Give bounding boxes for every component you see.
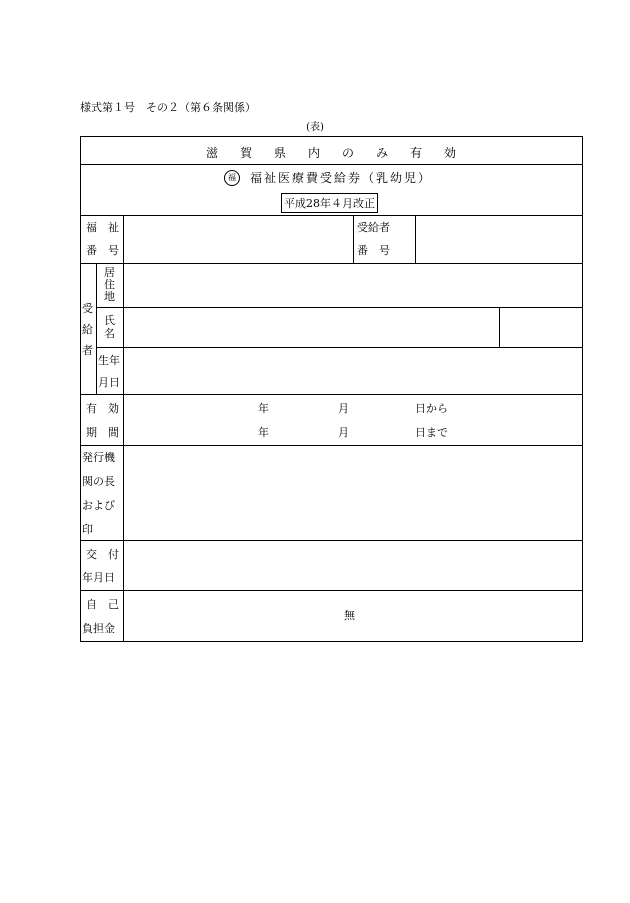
- issued-date-field[interactable]: [124, 541, 582, 590]
- name-label-1: 氏: [104, 314, 115, 327]
- recipient-number-field[interactable]: [416, 216, 582, 263]
- copay-value: 無: [344, 609, 355, 622]
- recipient-label-1: 受: [82, 302, 93, 315]
- form-number-label: 様式第１号 その２（第６条関係）: [80, 101, 256, 114]
- welfare-number-label-1: 福 祉: [86, 221, 119, 234]
- issued-date-label-2: 年月日: [82, 571, 115, 584]
- residence-label-2: 住: [104, 278, 115, 291]
- validity-from-year: 年: [258, 402, 269, 415]
- validity-label-1: 有 効: [86, 402, 119, 415]
- recipient-label-3: 者: [82, 344, 93, 357]
- name-field[interactable]: [124, 308, 499, 347]
- copay-label-2: 負担金: [82, 622, 115, 635]
- issuer-label-2: 関の長: [82, 475, 115, 488]
- issuer-field[interactable]: [124, 446, 582, 540]
- validity-region-title: 滋 賀 県 内 の み 有 効: [205, 146, 457, 160]
- recipient-number-label-2: 番 号: [357, 244, 390, 257]
- revision-label: 平成28年４月改正: [281, 193, 378, 213]
- birth-date-field[interactable]: [124, 348, 582, 394]
- residence-label-3: 地: [104, 290, 115, 303]
- welfare-number-label-2: 番 号: [86, 244, 119, 257]
- recipient-number-label-1: 受給者: [357, 221, 390, 234]
- issued-date-label-1: 交 付: [86, 548, 119, 561]
- validity-from-month: 月: [338, 402, 349, 415]
- validity-to-day: 日まで: [415, 426, 448, 439]
- birth-label-2: 月日: [98, 376, 120, 389]
- certificate-title: 福祉医療費受給券（乳幼児）: [250, 171, 433, 185]
- residence-field[interactable]: [124, 264, 582, 307]
- residence-label-1: 居: [104, 266, 115, 279]
- issuer-label-1: 発行機: [82, 451, 115, 464]
- validity-to-month: 月: [338, 426, 349, 439]
- validity-label-2: 期 間: [86, 426, 119, 439]
- front-side-label: (表): [306, 122, 324, 133]
- birth-label-1: 生年: [98, 354, 120, 367]
- gender-field[interactable]: [500, 308, 582, 347]
- validity-to-year: 年: [258, 426, 269, 439]
- copay-label-1: 自 己: [86, 598, 119, 611]
- validity-from-day: 日から: [415, 402, 448, 415]
- recipient-label-2: 給: [82, 323, 93, 336]
- name-label-2: 名: [104, 327, 115, 340]
- issuer-label-3: および: [82, 499, 115, 512]
- issuer-label-4: 印: [82, 523, 93, 536]
- welfare-circle-mark: 福: [224, 170, 240, 186]
- welfare-number-field[interactable]: [124, 216, 353, 263]
